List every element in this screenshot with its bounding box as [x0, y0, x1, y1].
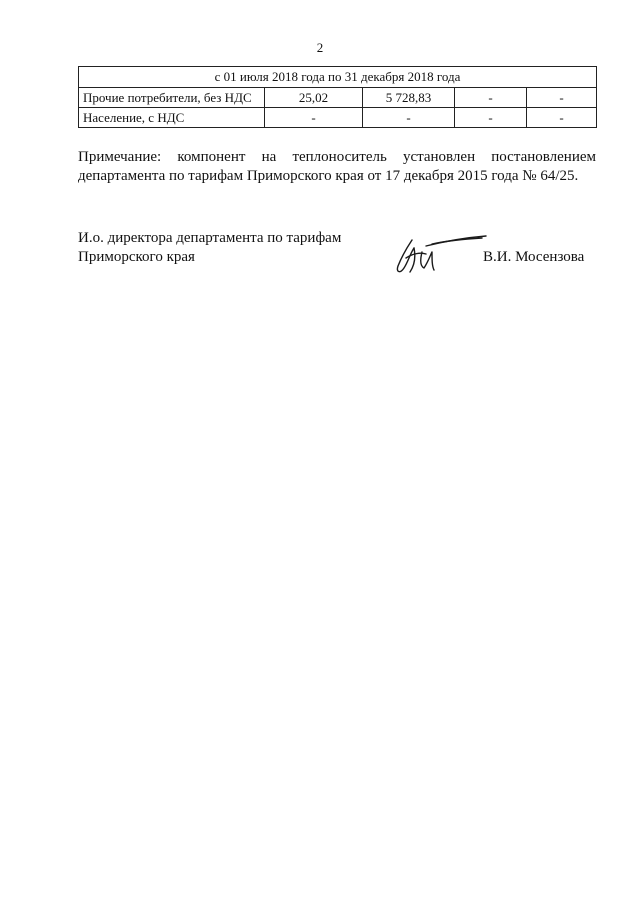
row-label: Прочие потребители, без НДС: [79, 88, 265, 108]
page-number: 2: [316, 40, 324, 55]
row-label: Население, с НДС: [79, 108, 265, 128]
table-cell: 5 728,83: [363, 88, 455, 108]
signer-name: В.И. Мосензова: [483, 249, 585, 265]
table-row: [79, 88, 597, 108]
signer-position-line-2: Приморского края: [78, 249, 195, 265]
signer-position: [78, 229, 341, 267]
note-line-1: Примечание: компонент на теплоноситель установлен постановлением: [78, 149, 596, 165]
table-cell: -: [527, 88, 597, 108]
tariff-table: [78, 66, 597, 128]
table-cell: -: [265, 108, 363, 128]
table-cell: 25,02: [265, 88, 363, 108]
table-cell: -: [527, 108, 597, 128]
signature-icon: [392, 232, 492, 280]
signer-position-line-1: И.о. директора департамента по тарифам: [78, 230, 342, 246]
note-line-2: департамента по тарифам Приморского края от 17 декабря 2015 года № 64/25.: [78, 168, 579, 184]
table-header-row: [79, 67, 597, 88]
table-cell: -: [455, 88, 527, 108]
period-cell: с 01 июля 2018 года по 31 декабря 2018 года: [79, 67, 597, 88]
note-paragraph: [78, 148, 596, 186]
table-cell: -: [455, 108, 527, 128]
table-cell: -: [363, 108, 455, 128]
table-row: [79, 108, 597, 128]
